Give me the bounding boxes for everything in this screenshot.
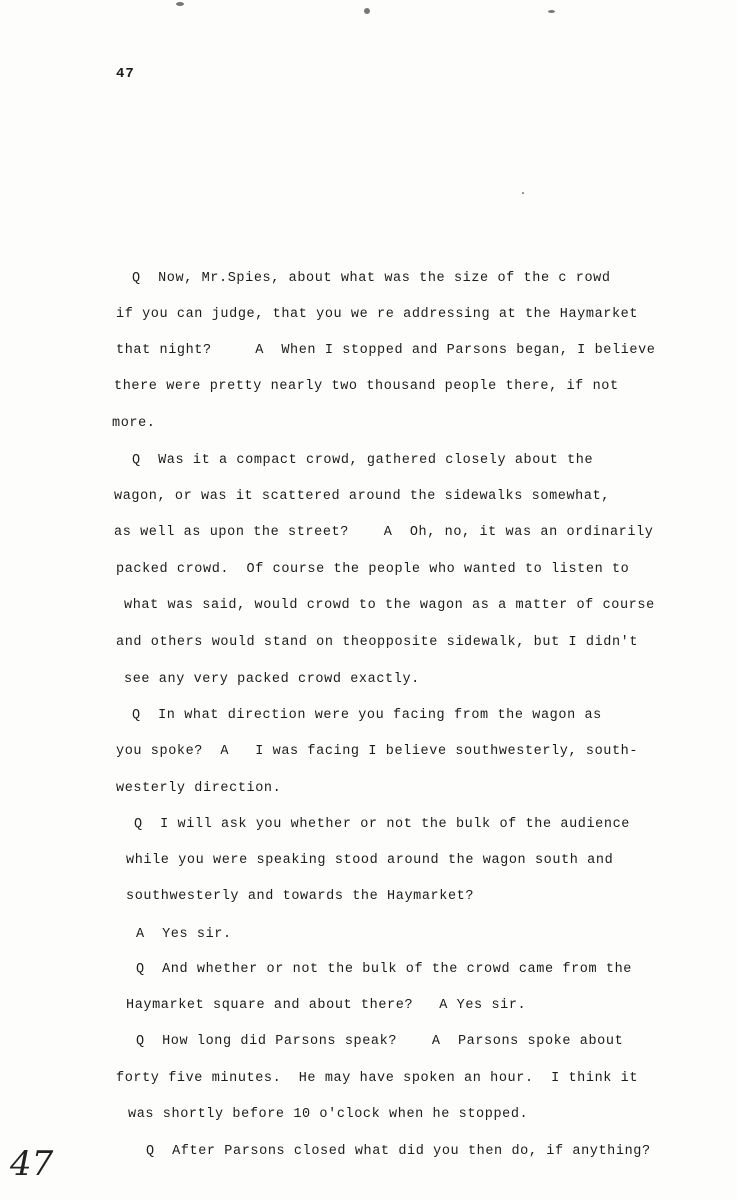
text-line: Q After Parsons closed what did you then do, if anything? — [146, 1144, 651, 1159]
text-line: while you were speaking stood around the wagon south and — [126, 853, 614, 868]
handwritten-page-number: 47 — [10, 1144, 54, 1184]
text-line: Q And whether or not the bulk of the crowd came from the — [136, 962, 632, 977]
text-line: wagon, or was it scattered around the sidewalks somewhat, — [114, 489, 610, 504]
text-line: Q In what direction were you facing from the wagon as — [132, 708, 602, 723]
text-line: westerly direction. — [116, 781, 282, 796]
text-line: A Yes sir. — [136, 927, 232, 942]
text-line: as well as upon the street? A Oh, no, it was an ordinarily — [114, 525, 654, 540]
text-line: Q I will ask you whether or not the bulk of the audience — [134, 817, 630, 832]
text-line: southwesterly and towards the Haymarket? — [126, 889, 475, 904]
scan-speck — [176, 2, 184, 6]
text-line: if you can judge, that you we re addressing at the Haymarket — [116, 307, 639, 322]
page-number: 47 — [116, 66, 135, 82]
scan-speck — [364, 8, 370, 14]
text-line: that night? A When I stopped and Parsons began, I believe — [116, 343, 656, 358]
text-line: what was said, would crowd to the wagon as a matter of course — [124, 598, 655, 613]
text-line: more. — [112, 416, 156, 431]
text-line: Q Now, Mr.Spies, about what was the size of the c rowd — [132, 271, 611, 286]
text-line: packed crowd. Of course the people who wanted to listen to — [116, 562, 630, 577]
text-line: Haymarket square and about there? A Yes sir. — [126, 998, 527, 1013]
text-line: Q Was it a compact crowd, gathered closely about the — [132, 453, 594, 468]
text-line: and others would stand on theopposite sidewalk, but I didn't — [116, 635, 639, 650]
text-line: you spoke? A I was facing I believe southwesterly, south- — [116, 744, 639, 759]
scan-speck — [522, 192, 524, 194]
text-line: forty five minutes. He may have spoken an hour. I think it — [116, 1071, 639, 1086]
text-line: Q How long did Parsons speak? A Parsons spoke about — [136, 1034, 624, 1049]
text-line: there were pretty nearly two thousand people there, if not — [114, 379, 619, 394]
scan-speck — [548, 10, 555, 13]
text-line: was shortly before 10 o'clock when he stopped. — [128, 1107, 529, 1122]
text-line: see any very packed crowd exactly. — [124, 672, 420, 687]
